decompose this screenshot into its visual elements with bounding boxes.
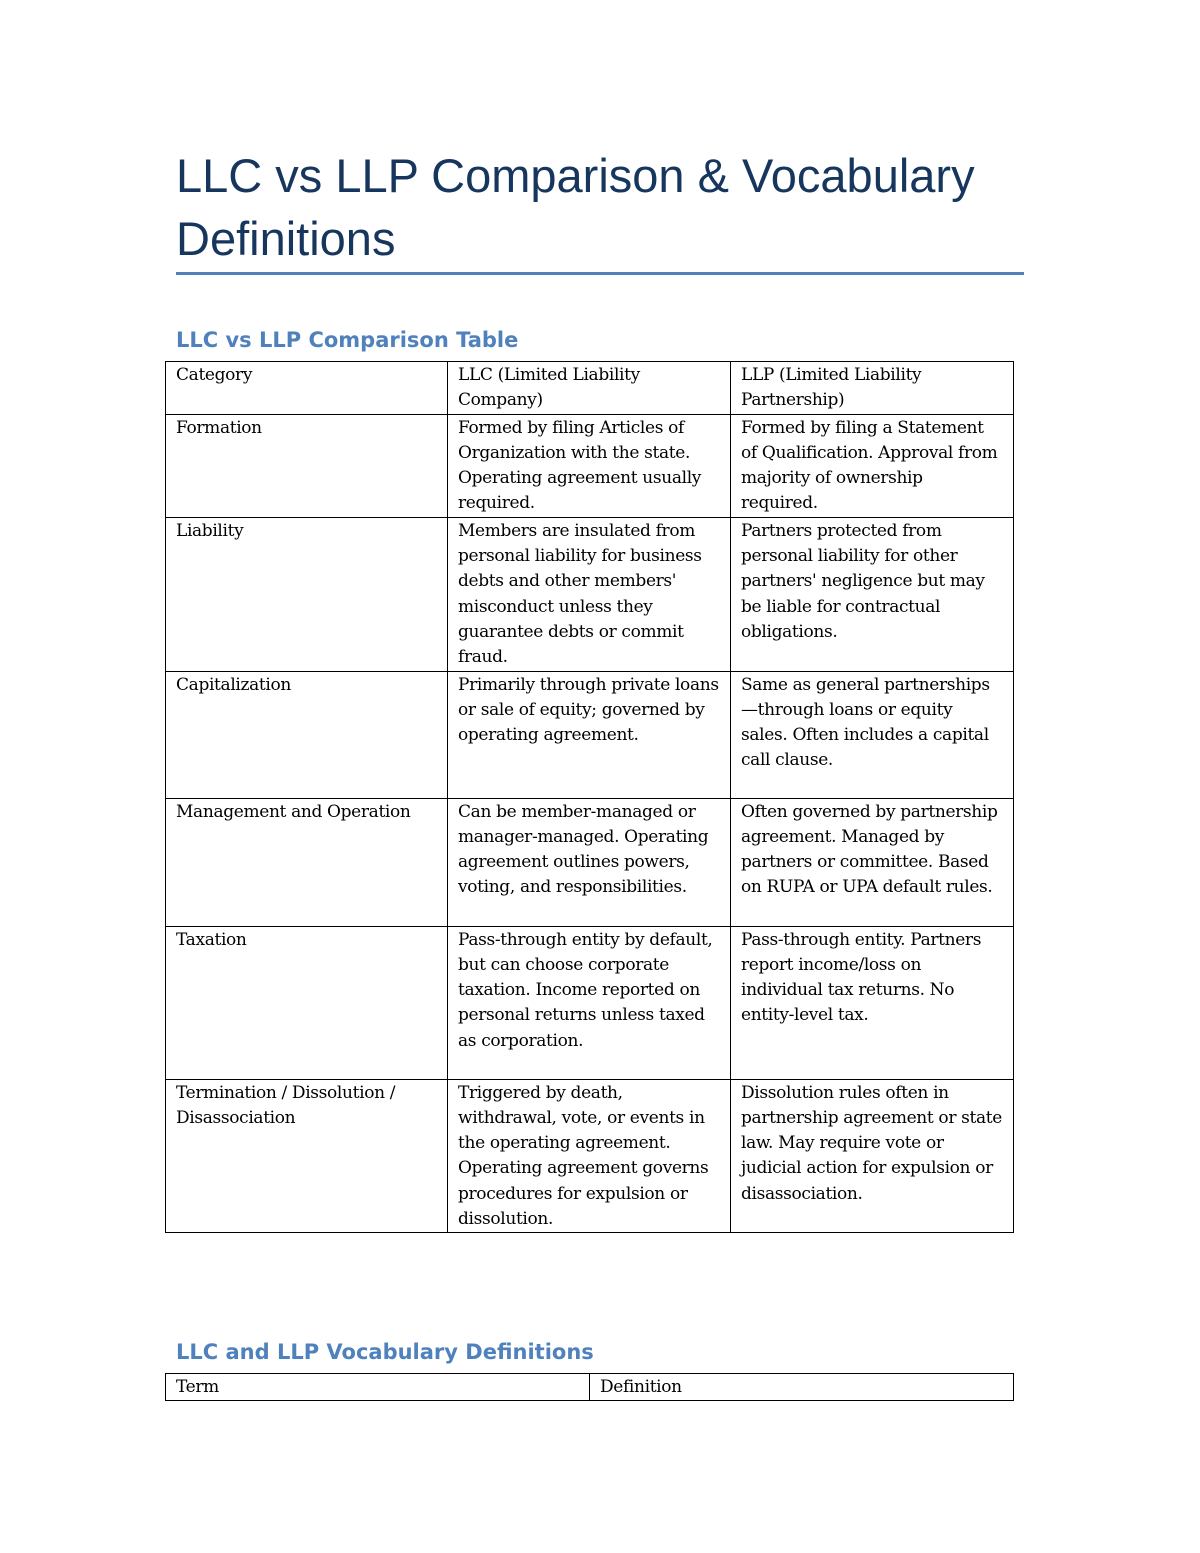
category-cell: Termination / Dissolution / Disassociation [166, 1079, 448, 1233]
header-cell-definition: Definition [590, 1374, 1014, 1401]
llp-cell: Same as general partnerships—through loans or equity sales. Often includes a capital call clause. [731, 671, 1014, 798]
vocabulary-table [165, 1373, 1014, 1401]
llp-cell: Partners protected from personal liability for other partners' negligence but may be liable for contractual obligations. [731, 517, 1014, 671]
table-header-row [166, 362, 1014, 415]
llp-cell: Dissolution rules often in partnership agreement or state law. May require vote or judicial action for expulsion or disassociation. [731, 1079, 1014, 1233]
header-cell-term: Term [166, 1374, 590, 1401]
vocabulary-heading: LLC and LLP Vocabulary Definitions [176, 1340, 594, 1364]
llc-cell: Formed by filing Articles of Organization with the state. Operating agreement usually required. [448, 414, 731, 517]
table-row [166, 1079, 1014, 1233]
llc-cell: Primarily through private loans or sale of equity; governed by operating agreement. [448, 671, 731, 798]
title-underline [176, 272, 1024, 275]
header-cell-llp: LLP (Limited Liability Partnership) [731, 362, 1014, 415]
llp-cell: Often governed by partnership agreement. Managed by partners or committee. Based on RUPA or UPA default rules. [731, 798, 1014, 926]
comparison-heading: LLC vs LLP Comparison Table [176, 328, 519, 352]
llc-cell: Members are insulated from personal liability for business debts and other members' misconduct unless they guarantee debts or commit fraud. [448, 517, 731, 671]
table-row [166, 517, 1014, 671]
document-title: LLC vs LLP Comparison & Vocabulary Definitions [176, 149, 975, 265]
llp-cell: Pass-through entity. Partners report income/loss on individual tax returns. No entity-level tax. [731, 926, 1014, 1079]
llp-cell: Formed by filing a Statement of Qualification. Approval from majority of ownership required. [731, 414, 1014, 517]
category-cell: Liability [166, 517, 448, 671]
category-cell: Formation [166, 414, 448, 517]
llc-cell: Pass-through entity by default, but can choose corporate taxation. Income reported on personal returns unless taxed as corporation. [448, 926, 731, 1079]
table-row [166, 798, 1014, 926]
category-cell: Taxation [166, 926, 448, 1079]
llc-cell: Can be member-managed or manager-managed. Operating agreement outlines powers, voting, and responsibilities. [448, 798, 731, 926]
category-cell: Management and Operation [166, 798, 448, 926]
table-row [166, 926, 1014, 1079]
category-cell: Capitalization [166, 671, 448, 798]
table-header-row [166, 1374, 1014, 1401]
header-cell-llc: LLC (Limited Liability Company) [448, 362, 731, 415]
llc-cell: Triggered by death, withdrawal, vote, or events in the operating agreement. Operating agreement governs procedures for expulsion or dissolution. [448, 1079, 731, 1233]
comparison-table [165, 361, 1014, 1233]
header-cell-category: Category [166, 362, 448, 415]
table-row [166, 414, 1014, 517]
table-row [166, 671, 1014, 798]
